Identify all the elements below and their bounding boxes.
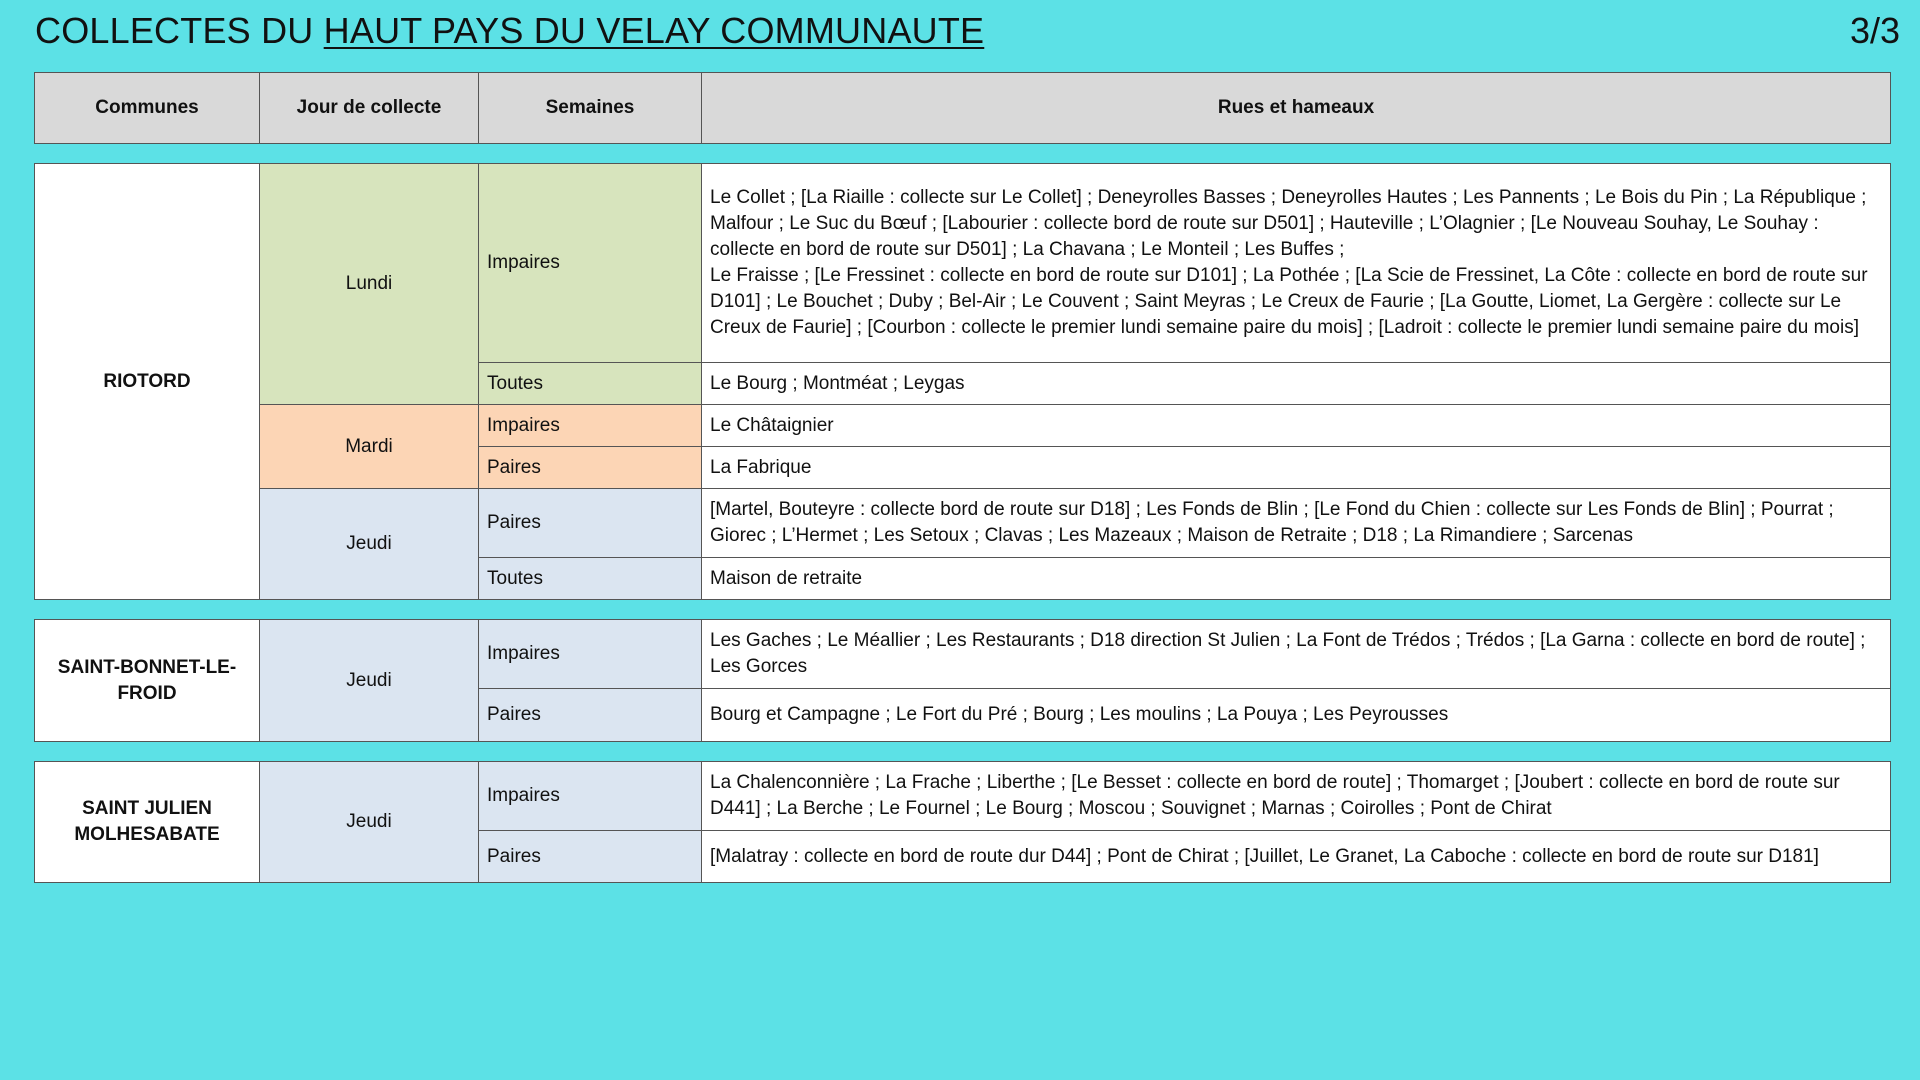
table-row xyxy=(35,620,1891,689)
day-cell: Jeudi xyxy=(260,489,479,600)
streets-cell: [Martel, Bouteyre : collecte bord de route sur D18] ; Les Fonds de Blin ; [Le Fond du Chien : collecte sur Les Fonds de Blin] ; Pourrat ; Giorec ; L’Hermet ; Les Setoux ; Clavas ; Les Mazeaux ; Maison de Retraite ; D18 ; La Rimandiere ; Sarcenas xyxy=(702,489,1891,558)
streets-cell: La Fabrique xyxy=(702,447,1891,489)
commune-cell: RIOTORD xyxy=(35,164,260,600)
weeks-cell: Toutes xyxy=(479,558,702,600)
table-row xyxy=(35,164,1891,363)
streets-cell: Le Bourg ; Montméat ; Leygas xyxy=(702,363,1891,405)
header-table xyxy=(34,72,1891,144)
streets-text: Le Fraisse ; [Le Fressinet : collecte en bord de route sur D101] ; La Pothée ; [La Scie de Fressinet, La Côte : collecte en bord de route sur D101] ; Le Bouchet ; Duby ; Bel-Air ; Le Couvent ; Saint Meyras ; Le Creux de Faurie ; [La Goutte, Liomet, La Gergère : collecte sur Le Creux de Faurie] ; [Courbon : collecte le premier lundi semaine paire du mois] ; [Ladroit : collecte le premier lundi semaine paire du mois] xyxy=(710,265,1868,338)
title-underlined: HAUT PAYS DU VELAY COMMUNAUTE xyxy=(323,10,985,51)
streets-cell xyxy=(702,164,1891,363)
streets-cell: Maison de retraite xyxy=(702,558,1891,600)
riotord-table xyxy=(34,163,1891,600)
weeks-cell: Impaires xyxy=(479,762,702,831)
column-header-communes: Communes xyxy=(35,73,260,144)
streets-cell: Les Gaches ; Le Méallier ; Les Restaurants ; D18 direction St Julien ; La Font de Trédos ; Trédos ; [La Garna : collecte en bord de route] ; Les Gorces xyxy=(702,620,1891,689)
weeks-cell: Toutes xyxy=(479,363,702,405)
table-row xyxy=(35,405,1891,447)
streets-cell: La Chalenconnière ; La Frache ; Liberthe ; [Le Besset : collecte en bord de route] ; Thomarget ; [Joubert : collecte en bord de route sur D441] ; La Berche ; Le Fournel ; Le Bourg ; Moscou ; Souvignet ; Marnas ; Coirolles ; Pont de Chirat xyxy=(702,762,1891,831)
day-cell: Mardi xyxy=(260,405,479,489)
streets-cell: [Malatray : collecte en bord de route dur D44] ; Pont de Chirat ; [Juillet, Le Granet, La Caboche : collecte en bord de route sur D181] xyxy=(702,831,1891,883)
commune-cell: SAINT JULIEN MOLHESABATE xyxy=(35,762,260,883)
column-header-jour: Jour de collecte xyxy=(260,73,479,144)
streets-cell: Bourg et Campagne ; Le Fort du Pré ; Bourg ; Les moulins ; La Pouya ; Les Peyrousses xyxy=(702,689,1891,742)
table-row xyxy=(35,489,1891,558)
day-cell: Lundi xyxy=(260,164,479,405)
weeks-cell: Paires xyxy=(479,489,702,558)
weeks-cell: Impaires xyxy=(479,620,702,689)
saint-bonnet-table xyxy=(34,619,1891,742)
saint-julien-table xyxy=(34,761,1891,883)
header-row xyxy=(35,73,1891,144)
commune-cell: SAINT-BONNET-LE-FROID xyxy=(35,620,260,742)
title-prefix: COLLECTES DU xyxy=(35,10,324,51)
table-row xyxy=(35,762,1891,831)
streets-cell: Le Châtaignier xyxy=(702,405,1891,447)
streets-text: Le Collet ; [La Riaille : collecte sur Le Collet] ; Deneyrolles Basses ; Deneyrolles Hautes ; Les Pannents ; Le Bois du Pin ; La République ; Malfour ; Le Suc du Bœuf ; [Labourier : collecte bord de route sur D501] ; Hauteville ; L’Olagnier ; [Le Nouveau Souhay, Le Souhay : collecte en bord de route sur D501] ; La Chavana ; Le Monteil ; Les Buffes ; xyxy=(710,187,1867,260)
weeks-cell: Paires xyxy=(479,831,702,883)
weeks-cell: Impaires xyxy=(479,405,702,447)
weeks-cell: Impaires xyxy=(479,164,702,363)
day-cell: Jeudi xyxy=(260,762,479,883)
weeks-cell: Paires xyxy=(479,689,702,742)
page-number: 3/3 xyxy=(1849,10,1900,51)
column-header-semaines: Semaines xyxy=(479,73,702,144)
weeks-cell: Paires xyxy=(479,447,702,489)
page-title xyxy=(35,8,984,54)
day-cell: Jeudi xyxy=(260,620,479,742)
column-header-rues: Rues et hameaux xyxy=(702,73,1891,144)
